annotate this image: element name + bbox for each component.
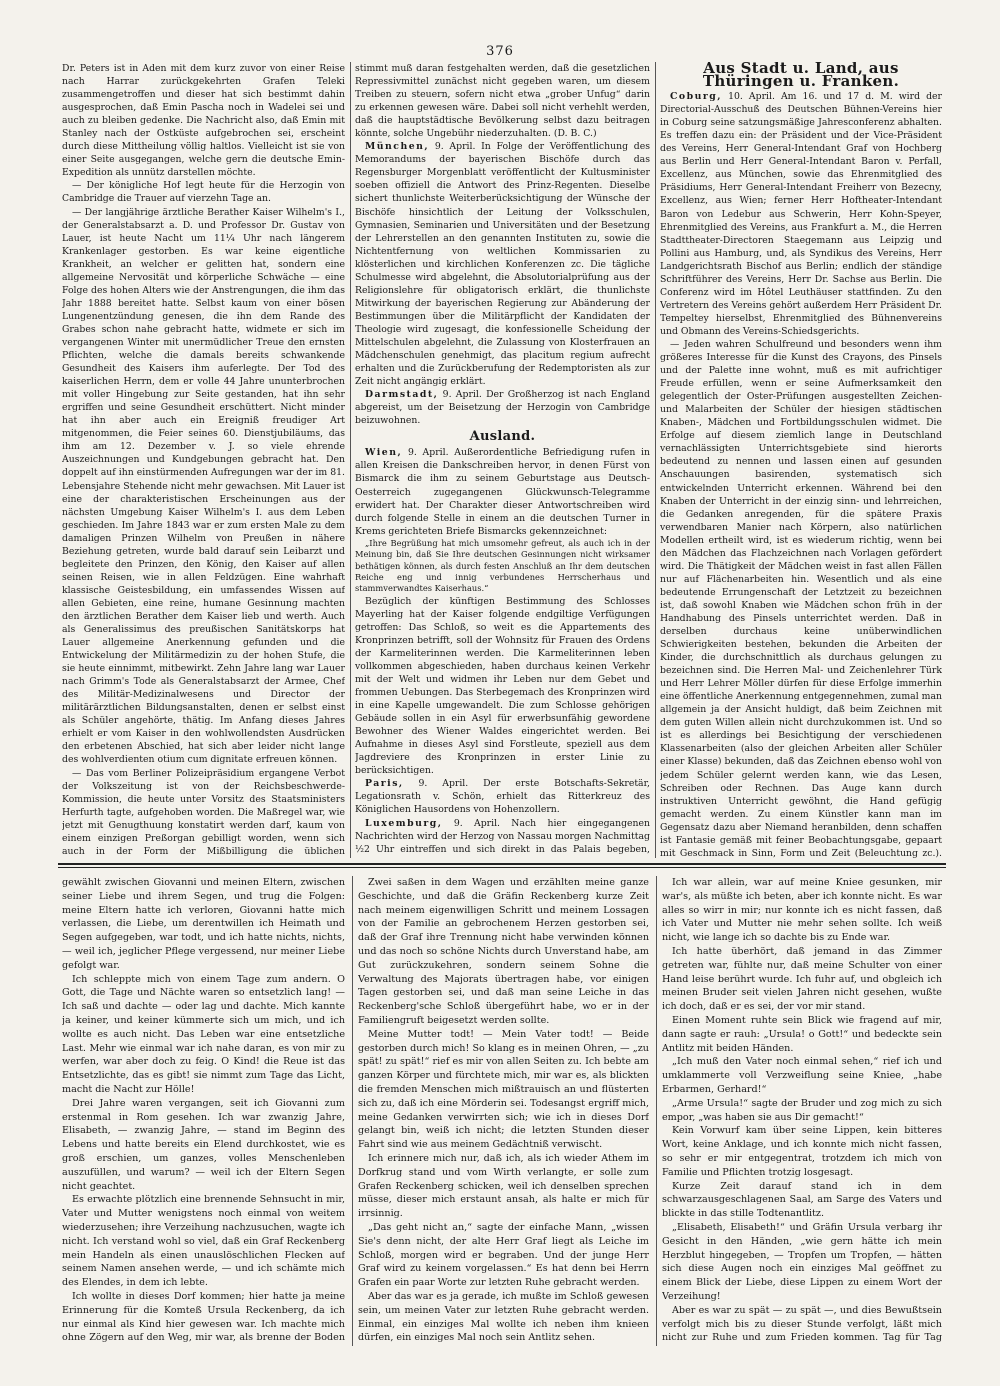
story-paragraph: Ich hatte überhört, daß jemand in das Zimmer getreten war, fühlte nur, daß meine Schulter von einer Hand leise berührt wurde. Ich fuhr auf, und obgleich ich meinen Bruder seit vielen Jahren nicht gesehen, wußte ich doch, daß er es sei, der vor mir stand.	[662, 945, 942, 1013]
feuilleton-divider-thin	[58, 867, 946, 868]
story-paragraph: Ich wollte in dieses Dorf kommen; hier hatte ja meine Erinnerung für die Komteß Ursula Reckenberg, da ich nur einmal als Kind hier gewesen war. Ich machte mich ohne Zögern auf den Weg, mir war, als brenne der Boden	[62, 1290, 345, 1344]
paragraph-lauer-obituary: — Der langjährige ärztliche Berather Kaiser Wilhelm's I., der Generalstabsarzt a. D. und Professor Dr. Gustav von Lauer, ist heute Nacht um 11¼ Uhr nach längerem Krankenlager gestorben. Es war keine eigentliche Krankheit, an welcher er gelitten hat, sondern eine allgemeine Nervosität und körperliche Schwäche — eine Folge des hohen Alters wie der Anstrengungen, die ihm das Jahr 1888 bereitet hatte. Selbst kaum von einer bösen Lungenentzündung genesen, die ihn dem Rande des Grabes schon nahe gebracht hatte, widmete er sich im vergangenen Winter mit unermüdlicher Treue den ernsten Pflichten, welche die damals bereits schwankende Gesundheit des Kaisers ihm auferlegte. Der Tod des kaiserlichen Herrn, dem er volle 44 Jahre ununterbrochen mit voller Hingebung zur Seite gestanden, hat ihn sehr ergriffen und seine Gesundheit erschüttert. Nicht minder hat ihn aber auch ein Ereigniß freudiger Art mitgenommen, die Feier seines 60. Dienstjubiläums, das ihm am 12. Dezember v. J. so viele ehrende Auszeichnungen und Kundgebungen gebracht hat. Den doppelt auf ihn einstürmenden Aufregungen war der im 81. Lebensjahre Stehende nicht mehr gewachsen. Mit Lauer ist eine der charakteristischen Erscheinungen aus der nächsten Umgebung Kaiser Wilhelm's I. aus dem Leben geschieden. Im Jahre 1843 war er zum ersten Male zu dem damaligen Prinzen Wilhelm von Preußen in nähere Beziehung getreten, wurde bald darauf sein Leibarzt und begleitete den Prinzen, den König, den Kaiser auf allen seinen Reisen, wie in allen Feldzügen. Eine wahrhaft klassische Geistesbildung, ein umfassendes Wissen auf allen Gebieten, eine reine, humane Gesinnung machten den ärztlichen Berather dem Kaiser lieb und werth. Auch als Generalissimus des preußischen Sanitätskorps hat Lauer allgemeine Anerkennung gefunden und die Entwickelung der Militärmedizin zu der hohen Stufe, die sie heute einnimmt, mitbewirkt. Zehn Jahre lang war Lauer nach Grimm's Tode als Generalstabsarzt der Armee, Chef des Militär-Medizinalwesens und Director der militärärztlichen Bildungsanstalten, denen er selbst einst als Schüler angehörte, thätig. Im Anfang dieses Jahres erhielt er vom Kaiser in den wohlwollendsten Ausdrücken den erbetenen Abschied, hat sich aber leider nicht lange des wohlverdienten otium cum dignitate erfreuen können.	[62, 206, 345, 766]
column-divider	[352, 876, 353, 1346]
paragraph-coburg	[660, 90, 942, 338]
dateline-coburg: Coburg,	[670, 91, 722, 103]
story-paragraph: Einen Moment ruhte sein Blick wie fragend auf mir, dann sagte er rauh: „Ursula! o Gott!“ und bedeckte sein Antlitz mit beiden Händen.	[662, 1014, 942, 1054]
paragraph-cambridge-mourning: — Der königliche Hof legt heute für die Herzogin von Cambridge die Trauer auf vierzehn Tage an.	[62, 180, 345, 205]
story-paragraph: Meine Mutter todt! — Mein Vater todt! — Beide gestorben durch mich! So klang es in meinen Ohren, — „zu spät! zu spät!“ rief es mir von allen Seiten zu. Ich bebte am ganzen Körper und fürchtete mich, mir war es, als blickten die fremden Menschen mich mißtrauisch an und flüsterten sich zu, daß ich eine Mörderin sei. Todesangst ergriff mich, meine Gedanken verwirrten sich; wie ich in dieses Dorf gelangt bin, weiß ich nicht; die letzten Stunden dieser Fahrt sind wie aus meinem Gedächtniß verwischt.	[358, 1028, 649, 1151]
news-column-3	[660, 62, 942, 858]
paragraph-repressiv: stimmt muß daran festgehalten werden, daß die gesetzlichen Repressivmittel zunächst nicht gegeben waren, um diesem Treiben zu steuern, sofern nicht etwa „grober Unfug“ darin zu erkennen gewesen wäre. Dabei soll nicht verhehlt werden, daß die hauptstädtische Bevölkerung selbst dazu beitragen könnte, solche Ungebühr niederzuhalten. (D. B. C.)	[355, 63, 650, 140]
paragraph-luxemburg	[355, 817, 650, 858]
paragraph-darmstadt	[355, 388, 650, 427]
feuilleton-column-2	[358, 876, 649, 1346]
story-paragraph: „Ich muß den Vater noch einmal sehen,“ rief ich und umklammerte voll Verzweiflung seine Kniee, „habe Erbarmen, Gerhard!“	[662, 1056, 942, 1095]
paragraph-paris	[355, 777, 650, 816]
news-column-2	[355, 62, 650, 858]
story-paragraph: gewählt zwischen Giovanni und meinen Eltern, zwischen seiner Liebe und ihrem Segen, und trug die Folgen: meine Eltern hatte ich verloren, Giovanni hatte mich verlassen, die Liebe, um derentwillen ich Heimath und Segen aufgegeben, war todt, und ich hatte nichts, nichts, — weil ich, jeglicher Pflege vergessend, nur meiner Liebe gefolgt war.	[62, 877, 345, 971]
dateline-muenchen: München,	[365, 141, 430, 153]
quote-bismarck: „Ihre Begrüßung hat mich umsomehr gefreut, als auch ich in der Meinung bin, daß Sie Ihre deutschen Gesinnungen nicht wirksamer bethätigen können, als durch festen Anschluß an Ihr dem deutschen Reiche eng und innig verbundenes Herrscherhaus und stammverwandtes Kaiserhaus.“	[355, 537, 650, 594]
paragraph-wien	[355, 446, 650, 537]
story-paragraph: Drei Jahre waren vergangen, seit ich Giovanni zum erstenmal in Rom gesehen. Ich war zwanzig Jahre, Elisabeth, — zwanzig Jahre, — stand im Beginn des Lebens und hatte bereits ein Elend durchkostet, wie es groß erschien, um ganzes, volles Menschenleben auszufüllen, und warum? — weil ich der Eltern Segen nicht geachtet.	[62, 1097, 345, 1192]
text-coburg: 10. April. Am 16. und 17 d. M. wird der Directorial-Ausschuß des Deutschen Bühnen-Vereins hier in Coburg seine satzungsmäßige Jahresconferenz abhalten. Es treffen dazu ein: der Präsident und der Vice-Präsident des Vereins, Herr General-Intendant Graf von Hochberg aus Berlin und Herr General-Intendant Baron v. Perfall, Excellenz, aus München, sowie das Ehrenmitglied des Präsidiums, Herr General-Intendant Freiherr von Bezecny, Excellenz, aus Wien; ferner Herr Hoftheater-Intendant Baron von Ledebur aus Schwerin, Herr Kohn-Speyer, Ehrenmitglied des Vereins, aus Frankfurt a. M., die Herren Stadttheater-Directoren Staegemann aus Leipzig und Pollini aus Hamburg, und, als Syndikus des Vereins, Herr Landgerichtsrath Bischof aus Berlin; endlich der ständige Schriftführer des Vereins, Herr Dr. Sachse aus Berlin. Die Conferenz wird im Hôtel Leuthäuser stattfinden. Zu den Vertretern des Vereins gehört außerdem Herr Präsident Dr. Tempeltey hierselbst, Ehrenmitglied des Bühnenvereins und Obmann des Vereins-Schiedsgerichts.	[660, 91, 942, 337]
paragraph-mayerling: Bezüglich der künftigen Bestimmung des Schlosses Mayerling hat der Kaiser folgende endgiltige Verfügungen getroffen: Das Schloß, so weit es die Appartements des Kronprinzen betrifft, soll der Wohnsitz für Frauen des Ordens der Karmeliterinnen werden. Die Karmeliterinnen leben vollkommen abgeschieden, haben durchaus keinen Verkehr mit der Welt und widmen ihr Leben nur dem Gebet und frommen Uebungen. Das Sterbegemach des Kronprinzen wird in eine Kapelle umgewandelt. Die zum Schlosse gehörigen Gebäude sollen in ein Asyl für erwerbsunfähig gewordene Bewohner des Wiener Waldes eingerichtet werden. Bei Aufnahme in dieses Asyl sind Forstleute, speziell aus dem Jagdreviere des Kronprinzen in erster Linie zu berücksichtigen.	[355, 595, 650, 777]
paragraph-volkszeitung: — Das vom Berliner Polizeipräsidium ergangene Verbot der Volkszeitung ist von der Reichsbeschwerde-Kommission, die heute unter Vorsitz des Staatsministers Herfurth tagte, aufgehoben worden. Die Maßregel war, wie jetzt mit Genugthuung konstatirt werden darf, kaum von einem einzigen Preßorgan gebilligt worden, wenn sich auch in der Form der Mißbilligung die üblichen	[62, 767, 345, 857]
heading-ausland: Ausland.	[469, 429, 536, 445]
dateline-paris: Paris,	[365, 778, 404, 790]
text-darmstadt: 9. April. Der Großherzog ist nach England abgereist, um der Beisetzung der Herzogin von Cambridge beizuwohnen.	[355, 389, 650, 427]
story-paragraph: Aber es war zu spät — zu spät —, und dies Bewußtsein verfolgt mich bis zu dieser Stunde verfolgt, läßt mich nicht zur Ruhe und zum Frieden kommen. Tag für Tag	[662, 1304, 942, 1344]
dateline-darmstadt: Darmstadt,	[365, 389, 439, 401]
story-paragraph: Kurze Zeit darauf stand ich in dem schwarzausgeschlagenen Saal, am Sarge des Vaters und blickte in das stille Todtenantlitz.	[662, 1180, 942, 1220]
paragraph-schulzeichnen: — Jeden wahren Schulfreund und besonders wenn ihm größeres Interesse für die Kunst des Crayons, des Pinsels und der Palette inne wohnt, muß es mit aufrichtiger Freude erfüllen, wenn er seine Aufmerksamkeit den gelegentlich der Oster-Prüfungen ausgestellten Zeichen- und Malarbeiten der Schüler der hiesigen städtischen Knaben-, Mädchen und Fortbildungsschulen widmet. Die Erfolge auf diesem ziemlich lange in Deutschland vernachlässigten Unterrichtsgebiete sind hierorts bedeutend zu nennen und lassen einen auf gesunden Anschauungen basirenden, systematisch sich entwickelnden Unterricht erkennen. Während bei den Knaben der Unterricht in der einzig sinn- und lehrreichen, die Gedanken anregenden, für die spätere Praxis verwendbaren Manier nach Körpern, also natürlichen Modellen ertheilt wird, ist es wiederum richtig, wenn bei den Mädchen das Flachzeichnen nach Vorlagen gefördert wird. Die Thätigkeit der Mädchen weist in fast allen Fällen nur auf Flächenarbeiten hin. Wesentlich und als eine bedeutende Errungenschaft der Letztzeit zu bezeichnen ist, daß sowohl Knaben wie Mädchen schon früh in der Handhabung des Pinsels unterrichtet werden. Daß in derselben durchaus keine unüberwindlichen Schwierigkeiten bestehen, bekunden die Arbeiten der Kinder, die durchschnittlich als durchaus gelungen zu bezeichnen sind. Die Herren Mal- und Zeichenlehrer Türk und Herr Lehrer Möller dürfen für diese Erfolge immerhin eine öffentliche Anerkennung entgegennehmen, zumal man allgemein ja der Ansicht huldigt, daß beim Zeichnen mit dem guten Willen allein nicht durchzukommen ist. Und so ist es allerdings bei Besichtigung der verschiedenen Klassenarbeiten (also der gleichen Arbeiten aller Schüler einer Klasse) bekunden, daß das Zeichnen ebenso wohl von jedem Schüler gelernt werden kann, wie das Lesen, Schreiben oder Rechnen. Das Auge kann durch instruktiven Unterricht gewöhnt, die Hand gefügig gemacht werden. Zu einem Künstler kann man im Gegensatz dazu aber Niemand heranbilden, denn schaffen ist Fantasie gemäß mit feiner Beobachtungsgabe, gepaart mit Geschmack in Sinn, Form und Zeit (Beleuchtung zc.).	[660, 338, 942, 858]
story-paragraph: „Das geht nicht an,“ sagte der einfache Mann, „wissen Sie's denn nicht, der alte Herr Graf liegt als Leiche im Schloß, morgen wird er begraben. Und der junge Herr Graf wird zu keinem vorgelassen.“ Es hat denn bei Herrn Grafen ein paar Worte zur letzten Ruhe gebracht werden.	[358, 1221, 649, 1289]
dateline-luxemburg: Luxemburg,	[365, 817, 443, 829]
story-paragraph: Aber das war es ja gerade, ich mußte im Schloß gewesen sein, um meinen Vater zur letzten Ruhe gebracht werden. Einmal, ein einziges Mal wollte ich neben ihm knieen dürfen, ein einziges Mal noch sein Antlitz sehen.	[358, 1290, 649, 1344]
text-muenchen: 9. April. In Folge der Veröffentlichung des Memorandums der bayerischen Bischöfe durch das Regensburger Morgenblatt veröffentlicht der Kultusminister soeben offiziell die Antwort des Prinz-Regenten. Dieselbe sichert thunlichste Weiterberücksichtigung der Wünsche der Bischöfe hinsichtlich der Leitung der Volksschulen, Gymnasien, Seminarien und Universitäten und der Besetzung der Lehrerstellen an den genannten Instituten zu, sowie die Nichtentfernung von weltlichen Kommissarien zu klösterlichen und kirchlichen Konferenzen zc. Die tägliche Schulmesse wird abgelehnt, die Absolutorialprüfung aus der Religionslehre für obligatorisch erklärt, die thunlichste Mitwirkung der bayerischen Regierung zur Abänderung der Bestimmungen über die Militärpflicht der Kandidaten der Theologie wird zugesagt, die konfessionelle Scheidung der Mittelschulen abgelehnt, die Zulassung von Klosterfrauen an Mädchenschulen genehmigt, das placitum regium aufrecht erhalten und die Zurückberufung der Redemptoristen als zur Zeit nicht angängig erklärt.	[355, 141, 650, 388]
dateline-wien: Wien,	[365, 447, 403, 459]
page-number: 376	[486, 44, 514, 59]
story-paragraph: Ich schleppte mich von einem Tage zum andern. O Gott, die Tage und Nächte waren so entsetzlich lang! — Ich saß und dachte — oder lag und dachte. Mich kannte ja keiner, und keiner kümmerte sich um mich, und ich wollte es auch nicht. Das Leben war eine entsetzliche Last. Mehr wie einmal war ich nahe daran, es von mir zu werfen, war aber doch zu feig. O Kind! die Reue ist das Entsetzlichte, das es gibt! sie nimmt zum Tage das Licht, macht die Nacht zur Hölle!	[62, 973, 345, 1095]
column-divider	[656, 876, 657, 1346]
feuilleton-divider	[58, 863, 946, 865]
story-paragraph: Kein Vorwurf kam über seine Lippen, kein bitteres Wort, keine Anklage, und ich konnte mich nicht fassen, so sehr er mir entgegentrat, trotzdem ich mich von Familie und Pflichten trotzig losgesagt.	[662, 1125, 942, 1178]
column-divider	[655, 62, 656, 858]
story-paragraph: Zwei saßen in dem Wagen und erzählten meine ganze Geschichte, und daß die Gräfin Reckenberg kurze Zeit nach meinem eigenwilligen Schritt und meinem Lossagen von der Familie an gebrochenem Herzen gestorben sei, daß der Graf ihre Trennung nicht habe verwinden können und das noch so schöne Nichts durch Unverstand habe, am Gut zurückzukehren, sondern seinem Sohne die Verwaltung des Majorats übertragen habe, vor einigen Tagen gestorben sei, und daß man seine Leiche in das Reckenberg'sche Schloß übergeführt habe, wo er in der Familiengruft beigesetzt werden sollte.	[358, 877, 649, 1026]
story-paragraph: Es erwachte plötzlich eine brennende Sehnsucht in mir, Vater und Mutter wenigstens noch einmal von weitem wiederzusehen; ihre Verzeihung nachzusuchen, wagte ich nicht. Ich verstand wohl so viel, daß ein Graf Reckenberg mein Handeln als einen unauslöschlichen Flecken auf seinem Namen ansehen werde, — und ich schämte mich des Elendes, in dem ich lebte.	[62, 1194, 345, 1289]
paragraph-muenchen	[355, 140, 650, 388]
column-divider	[350, 62, 351, 858]
feuilleton-column-1	[62, 876, 345, 1346]
news-column-1	[62, 62, 345, 858]
heading-stadt-land: Aus Stadt u. Land, aus Thüringen u. Franken.	[702, 62, 900, 91]
story-paragraph: „Arme Ursula!“ sagte der Bruder und zog mich zu sich empor, „was haben sie aus Dir gemacht!“	[662, 1097, 942, 1123]
story-paragraph	[358, 1345, 649, 1346]
story-paragraph: Ich war allein, war auf meine Kniee gesunken, mir war's, als müßte ich beten, aber ich konnte nicht. Es war alles so wirr in mir; nur konnte ich es nicht fassen, daß ich Vater und Mutter nie mehr sehen sollte. Ich weiß nicht, wie lange ich so dachte bis zu Ende war.	[662, 877, 942, 944]
feuilleton-column-3	[662, 876, 942, 1346]
story-paragraph: „Elisabeth, Elisabeth!“ und Gräfin Ursula verbarg ihr Gesicht in den Händen, „wie gern hätte ich mein Herzblut hingegeben, — Tropfen um Tropfen, — hätten sich diese Augen noch ein einziges Mal geöffnet zu einem Blick der Liebe, diese Lippen zu einem Wort der Verzeihung!	[662, 1221, 942, 1302]
paragraph-emin: Dr. Peters ist in Aden mit dem kurz zuvor von einer Reise nach Harrar zurückgekehrten Grafen Teleki zusammengetroffen und dieser hat sich bestimmt dahin ausgesprochen, daß Emin Pascha noch in Wadelei sei und auch zu bleiben gedenke. Die Nachricht also, daß Emin mit Stanley nach der Ostküste aufgebrochen sei, erscheint durch diese Mittheilung völlig haltlos. Vielleicht ist sie von einer Seite ausgegangen, welche gern die deutsche Emin-Expedition als unnütz darstellen möchte.	[62, 63, 345, 179]
text-paris: 9. April. Der erste Botschafts-Sekretär, Legationsrath v. Schön, erhielt das Ritterkreuz des Königlichen Hausordens von Hohenzollern.	[355, 778, 650, 816]
text-luxemburg: 9. April. Nach hier eingegangenen Nachrichten wird der Herzog von Nassau morgen Nachmittag ½2 Uhr eintreffen und sich direkt in das Palais begeben,	[355, 817, 650, 855]
story-paragraph: Ich erinnere mich nur, daß ich, als ich wieder Athem im Dorfkrug stand und vom Wirth verlangte, er solle zum Grafen Reckenberg schicken, weil ich denselben sprechen müsse, dieser mich erstaunt ansah, als halte er mich für irrsinnig.	[358, 1152, 649, 1220]
text-wien: 9. April. Außerordentliche Befriedigung rufen in allen Kreisen die Dankschreiben hervor, in denen Fürst von Bismarck die ihm zu seinem Geburtstage aus Deutsch-Oesterreich zugegangenen Glückwunsch-Telegramme erwidert hat. Der Charakter dieser Antwortschreiben wird durch folgende Stelle in einem an die deutschen Turner in Krems gerichteten Briefe Bismarcks gekennzeichnet:	[355, 447, 650, 537]
